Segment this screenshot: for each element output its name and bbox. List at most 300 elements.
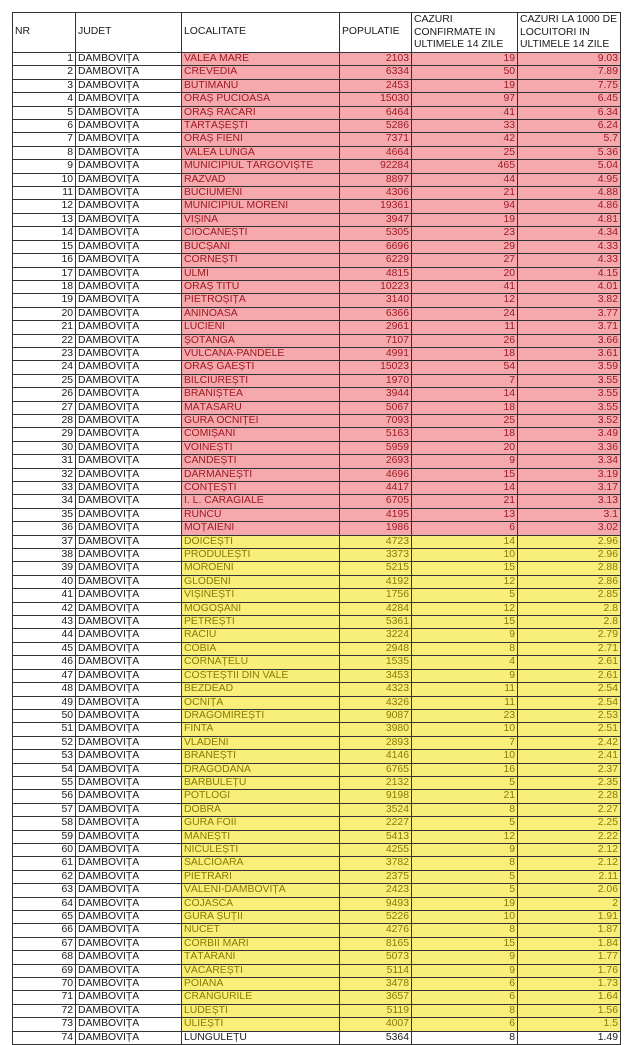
cell-cazuri-la-1000: 2.27 <box>518 803 621 816</box>
cell-localitate: CORBII MARI <box>182 937 340 950</box>
table-row <box>13 616 621 629</box>
cell-populatie: 4991 <box>340 347 412 360</box>
cell-cazuri-la-1000: 2.85 <box>518 589 621 602</box>
cell-judet: DÂMBOVIȚA <box>76 763 182 776</box>
cell-localitate: COSTEȘTII DIN VALE <box>182 669 340 682</box>
cell-localitate: PIETROȘIȚA <box>182 294 340 307</box>
table-row <box>13 884 621 897</box>
cell-cazuri-confirmate: 7 <box>412 736 518 749</box>
cell-localitate: TĂRTĂȘEȘTI <box>182 120 340 133</box>
table-row <box>13 254 621 267</box>
cell-localitate: GLODENI <box>182 575 340 588</box>
table-row <box>13 978 621 991</box>
cell-nr: 16 <box>13 254 76 267</box>
cell-localitate: MOȚĂIENI <box>182 522 340 535</box>
cell-cazuri-confirmate: 19 <box>412 213 518 226</box>
cell-judet: DÂMBOVIȚA <box>76 790 182 803</box>
cell-nr: 33 <box>13 482 76 495</box>
cell-localitate: LUDEȘTI <box>182 1004 340 1017</box>
cell-localitate: CONȚEȘTI <box>182 482 340 495</box>
cell-cazuri-la-1000: 1.64 <box>518 991 621 1004</box>
cell-populatie: 4007 <box>340 1018 412 1031</box>
cell-judet: DÂMBOVIȚA <box>76 374 182 387</box>
cell-cazuri-confirmate: 26 <box>412 334 518 347</box>
cell-judet: DÂMBOVIȚA <box>76 200 182 213</box>
header-localitate: LOCALITATE <box>182 13 340 53</box>
cell-cazuri-la-1000: 3.49 <box>518 428 621 441</box>
cell-nr: 17 <box>13 267 76 280</box>
table-row <box>13 120 621 133</box>
cell-cazuri-la-1000: 4.86 <box>518 200 621 213</box>
cell-judet: DÂMBOVIȚA <box>76 776 182 789</box>
cell-localitate: ORAȘ RĂCARI <box>182 106 340 119</box>
cell-judet: DÂMBOVIȚA <box>76 549 182 562</box>
cell-cazuri-confirmate: 19 <box>412 897 518 910</box>
cell-cazuri-la-1000: 3.36 <box>518 441 621 454</box>
cell-nr: 64 <box>13 897 76 910</box>
table-row <box>13 307 621 320</box>
cell-populatie: 5305 <box>340 227 412 240</box>
cell-localitate: MOROENI <box>182 562 340 575</box>
cell-populatie: 4696 <box>340 468 412 481</box>
cell-cazuri-confirmate: 5 <box>412 776 518 789</box>
cell-nr: 29 <box>13 428 76 441</box>
cell-judet: DÂMBOVIȚA <box>76 723 182 736</box>
header-nr: NR <box>13 13 76 53</box>
cell-cazuri-confirmate: 16 <box>412 763 518 776</box>
cell-nr: 61 <box>13 857 76 870</box>
cell-judet: DÂMBOVIȚA <box>76 870 182 883</box>
cell-localitate: BĂRBULEȚU <box>182 776 340 789</box>
cell-cazuri-la-1000: 2.12 <box>518 843 621 856</box>
cell-localitate: ORAȘ PUCIOASA <box>182 93 340 106</box>
cell-populatie: 2893 <box>340 736 412 749</box>
table-row <box>13 642 621 655</box>
cell-judet: DÂMBOVIȚA <box>76 642 182 655</box>
cell-judet: DÂMBOVIȚA <box>76 414 182 427</box>
cell-cazuri-confirmate: 23 <box>412 709 518 722</box>
cell-localitate: ORAȘ TITU <box>182 280 340 293</box>
cell-cazuri-la-1000: 2.8 <box>518 602 621 615</box>
cell-populatie: 4417 <box>340 482 412 495</box>
cell-populatie: 5067 <box>340 401 412 414</box>
table-row <box>13 964 621 977</box>
cell-cazuri-la-1000: 2.11 <box>518 870 621 883</box>
cell-cazuri-la-1000: 3.59 <box>518 361 621 374</box>
cell-nr: 35 <box>13 508 76 521</box>
cell-localitate: MUNICIPIUL MORENI <box>182 200 340 213</box>
cell-cazuri-confirmate: 9 <box>412 951 518 964</box>
cell-cazuri-confirmate: 21 <box>412 495 518 508</box>
cell-cazuri-confirmate: 7 <box>412 374 518 387</box>
table-row <box>13 750 621 763</box>
cell-populatie: 4192 <box>340 575 412 588</box>
cell-nr: 5 <box>13 106 76 119</box>
cell-populatie: 5114 <box>340 964 412 977</box>
cell-localitate: DÂRMĂNEȘTI <box>182 468 340 481</box>
cell-nr: 65 <box>13 911 76 924</box>
cell-populatie: 1986 <box>340 522 412 535</box>
cell-nr: 10 <box>13 173 76 186</box>
table-row <box>13 388 621 401</box>
cell-judet: DÂMBOVIȚA <box>76 575 182 588</box>
cell-localitate: RACIU <box>182 629 340 642</box>
cell-localitate: RUNCU <box>182 508 340 521</box>
cell-localitate: CÂNDEȘTI <box>182 455 340 468</box>
table-row <box>13 897 621 910</box>
cell-localitate: LUNGULEȚU <box>182 1031 340 1044</box>
cell-populatie: 5361 <box>340 616 412 629</box>
cell-localitate: VALEA MARE <box>182 53 340 66</box>
cell-cazuri-confirmate: 8 <box>412 642 518 655</box>
cell-nr: 43 <box>13 616 76 629</box>
cell-cazuri-la-1000: 2.54 <box>518 683 621 696</box>
table-row <box>13 656 621 669</box>
cell-populatie: 19361 <box>340 200 412 213</box>
cell-judet: DÂMBOVIȚA <box>76 495 182 508</box>
cell-judet: DÂMBOVIȚA <box>76 696 182 709</box>
table-row <box>13 817 621 830</box>
cell-cazuri-la-1000: 2 <box>518 897 621 910</box>
cell-localitate: BRĂNEȘTI <box>182 750 340 763</box>
cell-nr: 13 <box>13 213 76 226</box>
cell-cazuri-confirmate: 94 <box>412 200 518 213</box>
cell-localitate: VIȘINA <box>182 213 340 226</box>
cell-populatie: 8897 <box>340 173 412 186</box>
cell-populatie: 3140 <box>340 294 412 307</box>
cell-nr: 62 <box>13 870 76 883</box>
cell-cazuri-confirmate: 9 <box>412 964 518 977</box>
cell-nr: 45 <box>13 642 76 655</box>
cell-judet: DÂMBOVIȚA <box>76 817 182 830</box>
cell-judet: DÂMBOVIȚA <box>76 120 182 133</box>
cell-localitate: MĂNEȘTI <box>182 830 340 843</box>
cell-nr: 24 <box>13 361 76 374</box>
cell-judet: DÂMBOVIȚA <box>76 629 182 642</box>
cell-cazuri-confirmate: 9 <box>412 455 518 468</box>
cell-judet: DÂMBOVIȚA <box>76 857 182 870</box>
table-row <box>13 227 621 240</box>
cell-localitate: ULMI <box>182 267 340 280</box>
cell-cazuri-confirmate: 19 <box>412 79 518 92</box>
cell-judet: DÂMBOVIȚA <box>76 173 182 186</box>
cell-cazuri-confirmate: 14 <box>412 482 518 495</box>
cell-judet: DÂMBOVIȚA <box>76 321 182 334</box>
cell-populatie: 2961 <box>340 321 412 334</box>
cell-populatie: 6464 <box>340 106 412 119</box>
cell-nr: 14 <box>13 227 76 240</box>
cell-cazuri-confirmate: 23 <box>412 227 518 240</box>
table-row <box>13 334 621 347</box>
cell-judet: DÂMBOVIȚA <box>76 602 182 615</box>
cell-cazuri-la-1000: 3.71 <box>518 321 621 334</box>
cell-nr: 74 <box>13 1031 76 1044</box>
cell-cazuri-la-1000: 6.45 <box>518 93 621 106</box>
cell-localitate: MOGOȘANI <box>182 602 340 615</box>
cell-cazuri-la-1000: 1.77 <box>518 951 621 964</box>
cell-cazuri-la-1000: 3.52 <box>518 414 621 427</box>
cell-nr: 30 <box>13 441 76 454</box>
cell-populatie: 4276 <box>340 924 412 937</box>
cell-cazuri-confirmate: 465 <box>412 160 518 173</box>
cell-nr: 70 <box>13 978 76 991</box>
header-row <box>13 13 621 53</box>
cell-cazuri-la-1000: 4.01 <box>518 280 621 293</box>
cell-cazuri-confirmate: 50 <box>412 66 518 79</box>
cell-cazuri-confirmate: 25 <box>412 414 518 427</box>
cell-cazuri-confirmate: 15 <box>412 562 518 575</box>
cell-localitate: ORAȘ GĂEȘTI <box>182 361 340 374</box>
cell-cazuri-confirmate: 14 <box>412 535 518 548</box>
cell-judet: DÂMBOVIȚA <box>76 535 182 548</box>
cell-nr: 42 <box>13 602 76 615</box>
cell-localitate: VĂLENI-DÂMBOVIȚA <box>182 884 340 897</box>
cell-judet: DÂMBOVIȚA <box>76 709 182 722</box>
cell-cazuri-la-1000: 6.34 <box>518 106 621 119</box>
table-row <box>13 495 621 508</box>
table-row <box>13 575 621 588</box>
cell-cazuri-confirmate: 12 <box>412 294 518 307</box>
cell-cazuri-confirmate: 18 <box>412 347 518 360</box>
cell-populatie: 2948 <box>340 642 412 655</box>
cell-nr: 11 <box>13 187 76 200</box>
cell-judet: DÂMBOVIȚA <box>76 455 182 468</box>
cell-populatie: 1535 <box>340 656 412 669</box>
header-cazuri-confirmate: CAZURI CONFIRMATE IN ULTIMELE 14 ZILE <box>412 13 518 53</box>
table-row <box>13 803 621 816</box>
cell-nr: 48 <box>13 683 76 696</box>
cell-cazuri-confirmate: 14 <box>412 388 518 401</box>
cell-cazuri-confirmate: 9 <box>412 669 518 682</box>
cell-nr: 36 <box>13 522 76 535</box>
cell-cazuri-la-1000: 1.84 <box>518 937 621 950</box>
cell-nr: 40 <box>13 575 76 588</box>
cell-nr: 12 <box>13 200 76 213</box>
cell-cazuri-confirmate: 21 <box>412 790 518 803</box>
table-row <box>13 562 621 575</box>
cell-localitate: CORNEȘTI <box>182 254 340 267</box>
cell-cazuri-la-1000: 2.42 <box>518 736 621 749</box>
cell-localitate: DRAGOMIREȘTI <box>182 709 340 722</box>
cell-nr: 38 <box>13 549 76 562</box>
cell-nr: 44 <box>13 629 76 642</box>
cell-cazuri-confirmate: 11 <box>412 321 518 334</box>
cell-localitate: ȘOTÂNGA <box>182 334 340 347</box>
cell-localitate: NICULEȘTI <box>182 843 340 856</box>
table-row <box>13 589 621 602</box>
cell-cazuri-la-1000: 4.95 <box>518 173 621 186</box>
cell-judet: DÂMBOVIȚA <box>76 964 182 977</box>
cell-nr: 34 <box>13 495 76 508</box>
cell-cazuri-confirmate: 20 <box>412 441 518 454</box>
cell-judet: DÂMBOVIȚA <box>76 133 182 146</box>
cell-nr: 41 <box>13 589 76 602</box>
cell-cazuri-confirmate: 10 <box>412 911 518 924</box>
cell-localitate: BUCIUMENI <box>182 187 340 200</box>
cell-localitate: I. L. CARAGIALE <box>182 495 340 508</box>
cell-nr: 51 <box>13 723 76 736</box>
cell-nr: 18 <box>13 280 76 293</box>
cell-cazuri-la-1000: 3.66 <box>518 334 621 347</box>
cell-cazuri-la-1000: 3.82 <box>518 294 621 307</box>
cell-cazuri-la-1000: 1.49 <box>518 1031 621 1044</box>
cell-judet: DÂMBOVIȚA <box>76 160 182 173</box>
table-row <box>13 683 621 696</box>
cell-populatie: 5286 <box>340 120 412 133</box>
cell-cazuri-confirmate: 9 <box>412 629 518 642</box>
table-row <box>13 173 621 186</box>
table-row <box>13 374 621 387</box>
table-row <box>13 629 621 642</box>
cell-cazuri-la-1000: 1.91 <box>518 911 621 924</box>
cell-cazuri-confirmate: 6 <box>412 522 518 535</box>
cell-populatie: 2423 <box>340 884 412 897</box>
cell-populatie: 8165 <box>340 937 412 950</box>
cell-cazuri-la-1000: 2.86 <box>518 575 621 588</box>
cell-populatie: 4723 <box>340 535 412 548</box>
cell-populatie: 7371 <box>340 133 412 146</box>
table-row <box>13 321 621 334</box>
cell-nr: 54 <box>13 763 76 776</box>
cell-populatie: 6334 <box>340 66 412 79</box>
cell-cazuri-la-1000: 1.87 <box>518 924 621 937</box>
table-row <box>13 736 621 749</box>
cell-cazuri-confirmate: 12 <box>412 602 518 615</box>
cell-populatie: 3947 <box>340 213 412 226</box>
cell-populatie: 3453 <box>340 669 412 682</box>
cell-cazuri-la-1000: 4.33 <box>518 254 621 267</box>
cell-cazuri-la-1000: 4.15 <box>518 267 621 280</box>
cell-populatie: 6705 <box>340 495 412 508</box>
table-row <box>13 870 621 883</box>
cell-nr: 25 <box>13 374 76 387</box>
cell-judet: DÂMBOVIȚA <box>76 951 182 964</box>
cell-judet: DÂMBOVIȚA <box>76 884 182 897</box>
cell-cazuri-la-1000: 2.8 <box>518 616 621 629</box>
cell-judet: DÂMBOVIȚA <box>76 522 182 535</box>
cell-judet: DÂMBOVIȚA <box>76 924 182 937</box>
cell-cazuri-la-1000: 7.89 <box>518 66 621 79</box>
cell-cazuri-la-1000: 2.61 <box>518 669 621 682</box>
cell-judet: DÂMBOVIȚA <box>76 53 182 66</box>
cell-cazuri-la-1000: 3.55 <box>518 401 621 414</box>
cell-nr: 20 <box>13 307 76 320</box>
cell-judet: DÂMBOVIȚA <box>76 280 182 293</box>
cell-localitate: VLĂDENI <box>182 736 340 749</box>
table-row <box>13 776 621 789</box>
cell-nr: 46 <box>13 656 76 669</box>
cell-cazuri-confirmate: 20 <box>412 267 518 280</box>
cell-judet: DÂMBOVIȚA <box>76 254 182 267</box>
cell-cazuri-la-1000: 3.55 <box>518 374 621 387</box>
cell-cazuri-la-1000: 2.12 <box>518 857 621 870</box>
cell-cazuri-confirmate: 21 <box>412 187 518 200</box>
cell-populatie: 3224 <box>340 629 412 642</box>
cell-populatie: 7107 <box>340 334 412 347</box>
cell-judet: DÂMBOVIȚA <box>76 978 182 991</box>
cell-localitate: GURA FOII <box>182 817 340 830</box>
table-row <box>13 669 621 682</box>
cell-cazuri-confirmate: 8 <box>412 924 518 937</box>
cell-localitate: PETREȘTI <box>182 616 340 629</box>
cell-localitate: PIETRARI <box>182 870 340 883</box>
cell-nr: 19 <box>13 294 76 307</box>
cell-localitate: FINTA <box>182 723 340 736</box>
cell-populatie: 3657 <box>340 991 412 1004</box>
cell-nr: 49 <box>13 696 76 709</box>
table-row <box>13 790 621 803</box>
table-row <box>13 361 621 374</box>
cell-populatie: 2693 <box>340 455 412 468</box>
table-row <box>13 924 621 937</box>
cell-cazuri-confirmate: 10 <box>412 723 518 736</box>
cell-cazuri-confirmate: 15 <box>412 937 518 950</box>
cell-judet: DÂMBOVIȚA <box>76 843 182 856</box>
cell-judet: DÂMBOVIȚA <box>76 401 182 414</box>
cell-judet: DÂMBOVIȚA <box>76 240 182 253</box>
cell-judet: DÂMBOVIȚA <box>76 146 182 159</box>
cell-populatie: 3478 <box>340 978 412 991</box>
cell-nr: 50 <box>13 709 76 722</box>
cell-cazuri-confirmate: 33 <box>412 120 518 133</box>
cell-cazuri-la-1000: 2.79 <box>518 629 621 642</box>
cell-cazuri-la-1000: 2.28 <box>518 790 621 803</box>
cell-nr: 68 <box>13 951 76 964</box>
table-row <box>13 1004 621 1017</box>
cell-cazuri-confirmate: 5 <box>412 817 518 830</box>
cell-nr: 37 <box>13 535 76 548</box>
cell-cazuri-la-1000: 3.77 <box>518 307 621 320</box>
cell-populatie: 5413 <box>340 830 412 843</box>
table-row <box>13 213 621 226</box>
cell-nr: 57 <box>13 803 76 816</box>
cell-populatie: 5226 <box>340 911 412 924</box>
cell-cazuri-la-1000: 2.06 <box>518 884 621 897</box>
cell-nr: 2 <box>13 66 76 79</box>
cell-cazuri-confirmate: 10 <box>412 549 518 562</box>
cell-populatie: 9198 <box>340 790 412 803</box>
cell-cazuri-la-1000: 1.73 <box>518 978 621 991</box>
table-row <box>13 93 621 106</box>
cell-nr: 58 <box>13 817 76 830</box>
cell-cazuri-confirmate: 13 <box>412 508 518 521</box>
table-row <box>13 937 621 950</box>
cell-populatie: 5119 <box>340 1004 412 1017</box>
cell-localitate: VĂCĂREȘTI <box>182 964 340 977</box>
cell-cazuri-confirmate: 6 <box>412 991 518 1004</box>
cell-populatie: 2132 <box>340 776 412 789</box>
cell-judet: DÂMBOVIȚA <box>76 106 182 119</box>
cell-localitate: VOINEȘTI <box>182 441 340 454</box>
cell-nr: 23 <box>13 347 76 360</box>
cell-nr: 60 <box>13 843 76 856</box>
cell-judet: DÂMBOVIȚA <box>76 616 182 629</box>
table-row <box>13 1031 621 1044</box>
cell-cazuri-la-1000: 5.36 <box>518 146 621 159</box>
cell-judet: DÂMBOVIȚA <box>76 562 182 575</box>
cell-judet: DÂMBOVIȚA <box>76 428 182 441</box>
table-row <box>13 602 621 615</box>
table-row <box>13 951 621 964</box>
table-row <box>13 200 621 213</box>
cell-cazuri-la-1000: 1.5 <box>518 1018 621 1031</box>
table-row <box>13 53 621 66</box>
cell-judet: DÂMBOVIȚA <box>76 991 182 1004</box>
table-row <box>13 549 621 562</box>
cell-cazuri-la-1000: 3.19 <box>518 468 621 481</box>
cell-cazuri-la-1000: 3.55 <box>518 388 621 401</box>
cell-judet: DÂMBOVIȚA <box>76 79 182 92</box>
